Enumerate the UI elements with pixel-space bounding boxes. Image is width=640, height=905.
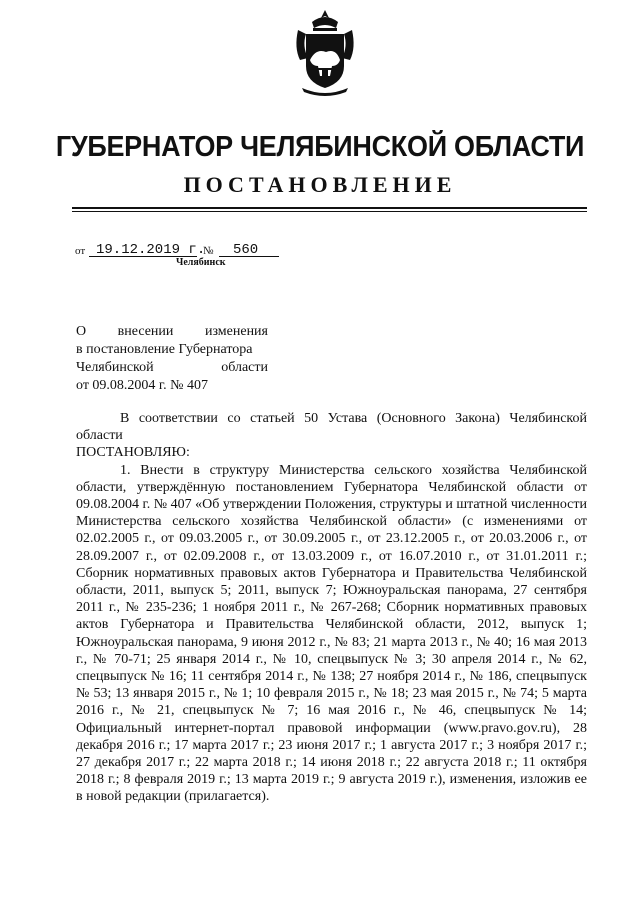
city-label: Челябинск (176, 257, 226, 268)
intro-paragraph: В соответствии со статьей 50 Устава (Основного Закона) Челябинской области (76, 411, 587, 444)
document-number: 560 (233, 242, 259, 258)
chelyabinsk-coat-of-arms-icon (292, 8, 358, 96)
header-divider (72, 207, 587, 209)
issuer-title: ГУБЕРНАТОР ЧЕЛЯБИНСКОЙ ОБЛАСТИ (55, 131, 585, 163)
subject-block (76, 323, 268, 395)
registration-line (75, 239, 335, 259)
subject-line: в постановление Губернатора (76, 342, 253, 357)
header-divider-thin (72, 211, 587, 212)
document-date: 19.12.2019 г. (96, 242, 206, 258)
subject-line: Челябинской области (76, 360, 268, 375)
subject-line: О внесении изменения (76, 324, 268, 339)
item-1-paragraph: 1. Внести в структуру Министерства сельского хозяйства Челябинской области, утверждённую постановлением Губернатора Челябинской области от 09.08.2004 г. № 407 «Об утверждении Положения, структуры и штатной численности Министерства сельского хозяйства Челябинской области» (с изменениями от 02.02.2005 г., от 09.03.2005 г., от 30.09.2005 г., от 23.12.2005 г., от 20.03.2006 г., от 28.09.2007 г., от 02.09.2008 г., от 13.03.2009 г., от 16.07.2010 г., от 31.01.2011 г.; Сборник нормативных правовых актов Губернатора и Правительства Челябинской области, 2011, выпуск 5; 2011, выпуск 7; Южноуральская панорама, 27 сентября 2011 г., № 235-236; 1 ноября 2011 г., № 267-268; Сборник нормативных правовых актов Губернатора и Правительства Челябинской области, 2012, выпуск 1; Южноуральская панорама, 9 июня 2012 г., № 83; 21 марта 2013 г., № 40; 16 мая 2013 г., № 70-71; 25 января 2014 г., № 10, спецвыпуск № 3; 30 апреля 2014 г., № 62, спецвыпуск № 16; 11 сентября 2014 г., № 138; 27 ноября 2014 г., № 186, спецвыпуск № 53; 13 января 2015 г., № 1; 10 февраля 2015 г., № 18; 23 мая 2015 г., № 74; 5 марта 2016 г., № 21, спецвыпуск № 7; 16 мая 2016 г., № 46, спецвыпуск № 14; Официальный интернет-портал правовой информации (www.pravo.gov.ru), 28 декабря 2016 г.; 17 марта 2017 г.; 23 июня 2017 г.; 1 августа 2017 г.; 3 ноября 2017 г.; 27 декабря 2017 г.; 22 марта 2018 г.; 14 июня 2018 г.; 22 августа 2018 г.; 11 октября 2018 г.; 8 февраля 2019 г.; 13 марта 2019 г.; 9 августа 2019 г.), изменения, изложив ее в новой редакции (прилагается). (76, 462, 587, 805)
subject-line: от 09.08.2004 г. № 407 (76, 378, 208, 393)
document-body (76, 410, 587, 806)
number-prefix: № (203, 245, 214, 257)
decree-word: ПОСТАНОВЛЯЮ: (76, 445, 190, 461)
date-prefix: от (75, 245, 86, 257)
document-type: ПОСТАНОВЛЕНИЕ (183, 172, 457, 197)
